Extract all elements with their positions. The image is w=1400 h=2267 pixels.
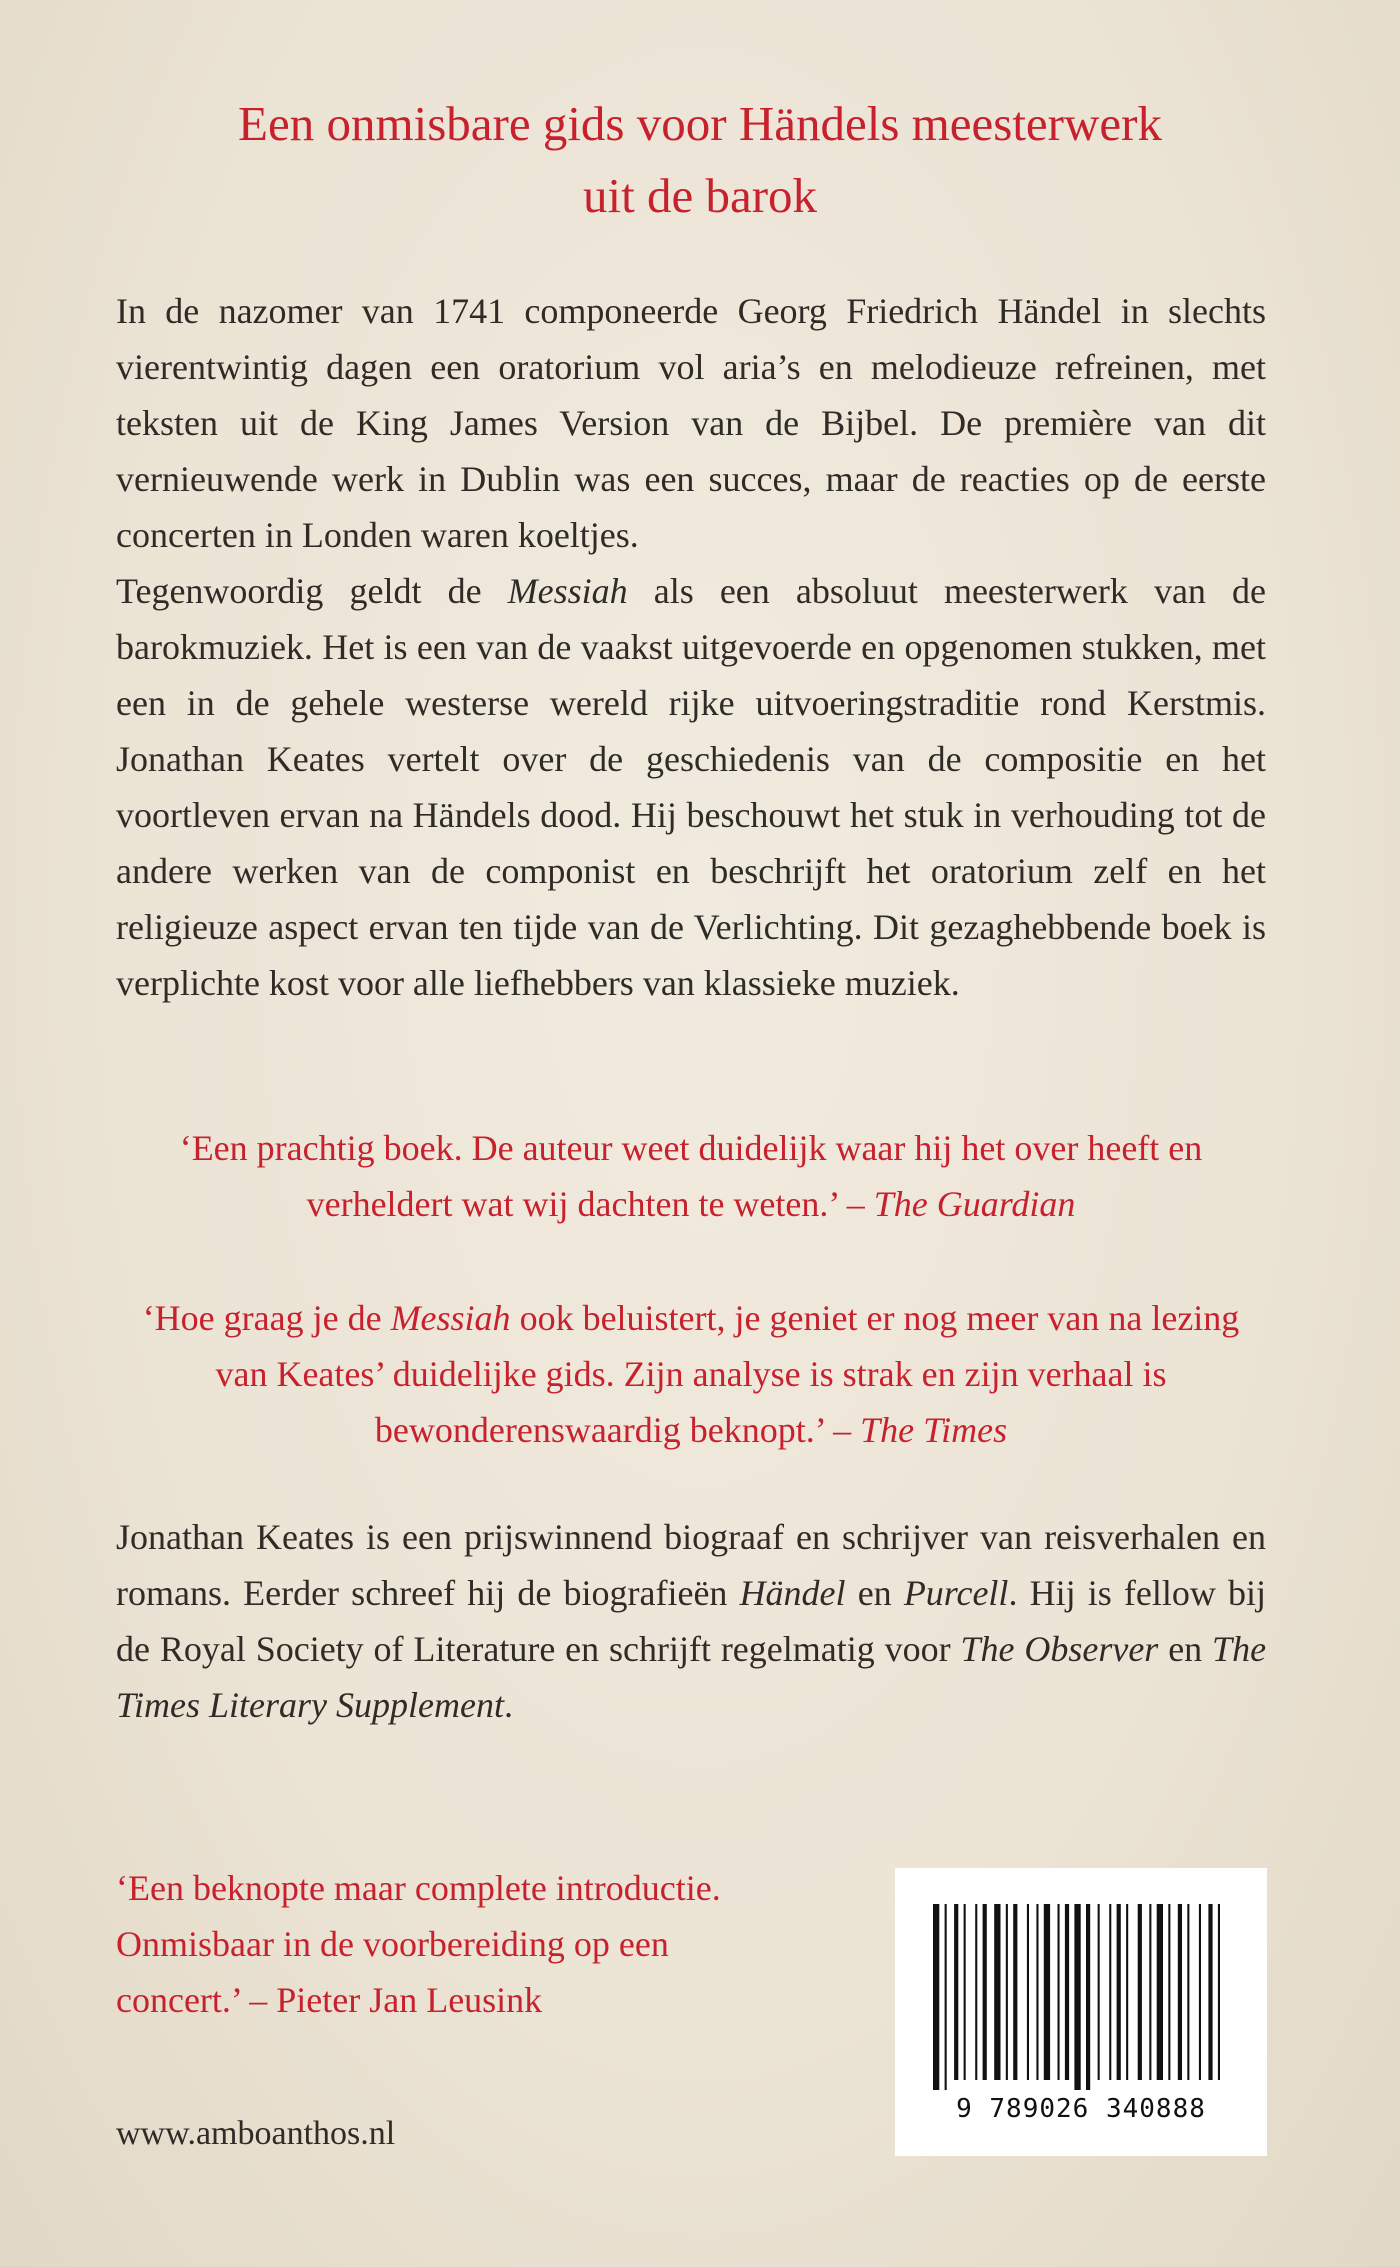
- publisher-website: www.amboanthos.nl: [116, 2115, 396, 2152]
- quote-times-part-1: ‘Hoe graag je de: [142, 1298, 382, 1338]
- quote-guardian-text: ‘Een prachtig boek. De auteur weet duidelijk waar hij het over heeft en verheldert wat wij dachten te weten.’ –: [179, 1128, 1203, 1224]
- quote-times-source: The Times: [860, 1410, 1008, 1450]
- review-quote-guardian: [116, 1120, 1266, 1232]
- headline: [110, 88, 1290, 232]
- quote-guardian-source: The Guardian: [873, 1184, 1076, 1224]
- bio-paper-1: The Observer: [960, 1629, 1159, 1669]
- description-part-2: Tegenwoordig geldt de: [116, 571, 482, 611]
- author-bio: Jonathan Keates is een prijswinnend biograaf en schrijver van reisverhalen en romans. Eerder schreef hij de biografieën Händel en Purcell. Hij is fellow bij de Royal Society of Literature en schrijft regelmatig voor The Observer en The Times Literary Supplement.: [116, 1517, 1267, 1725]
- headline-line-2: uit de barok: [582, 168, 818, 223]
- barcode: [895, 1868, 1267, 2156]
- bio-book-2: Purcell: [903, 1573, 1009, 1613]
- bio-paper-2: The Times Literary Supplement: [116, 1629, 1267, 1725]
- headline-line-1: Een onmisbare gids voor Händels meesterwerk: [238, 96, 1162, 151]
- quote-times-part-2: ook beluistert, je geniet er nog meer van na lezing van Keates’ duidelijke gids. Zijn analyse is strak en zijn verhaal is bewonderenswaardig beknopt.’ –: [215, 1298, 1240, 1450]
- review-quote-times: [116, 1290, 1266, 1458]
- quote-times-title: Messiah: [390, 1298, 511, 1338]
- quote-leusink-line-3: concert.’ – Pieter Jan Leusink: [116, 1980, 543, 2020]
- description-title: Messiah: [507, 571, 628, 611]
- barcode-icon: [933, 1904, 1229, 2090]
- description-part-3: als een absoluut meesterwerk van de barokmuziek. Het is een van de vaakst uitgevoerde en opgenomen stukken, met een in de gehele westerse wereld rijke uitvoeringstraditie rond Kerstmis. Jonathan Keates vertelt over de geschiedenis van de compositie en het voortleven ervan na Händels dood. Hij beschouwt het stuk in verhouding tot de andere werken van de componist en beschrijft het oratorium zelf en het religieuze aspect ervan ten tijde van de Verlichting. Dit gezaghebbende boek is verplichte kost voor alle liefhebbers van klassieke muziek.: [116, 571, 1266, 1003]
- quote-leusink-line-1: ‘Een beknopte maar complete introductie.: [116, 1868, 721, 1908]
- bio-part-2: . Hij is fellow bij de Royal Society of Literature en schrijft regelmatig voor: [116, 1573, 1266, 1669]
- bio-and-1: en: [857, 1573, 892, 1613]
- bio-part-1: Jonathan Keates is een prijswinnend biograaf en schrijver van reisverhalen en romans. Eerder schreef hij de biografieën: [116, 1517, 1266, 1613]
- description-paragraph: [116, 283, 1266, 1011]
- isbn-number: 9 789026 340888: [956, 2094, 1206, 2124]
- quote-leusink-line-2: Onmisbaar in de voorbereiding op een: [116, 1924, 669, 1964]
- review-quote-leusink: [116, 1860, 836, 2028]
- bio-book-1: Händel: [739, 1573, 846, 1613]
- bio-and-2: en: [1168, 1629, 1203, 1669]
- description-part-1: In de nazomer van 1741 componeerde Georg Friedrich Händel in slechts vierentwintig dagen een oratorium vol aria’s en melodieuze refreinen, met teksten uit de King James Version van de Bijbel. De première van dit vernieuwende werk in Dublin was een succes, maar de reacties op de eerste concerten in Londen waren koeltjes.: [116, 291, 1266, 555]
